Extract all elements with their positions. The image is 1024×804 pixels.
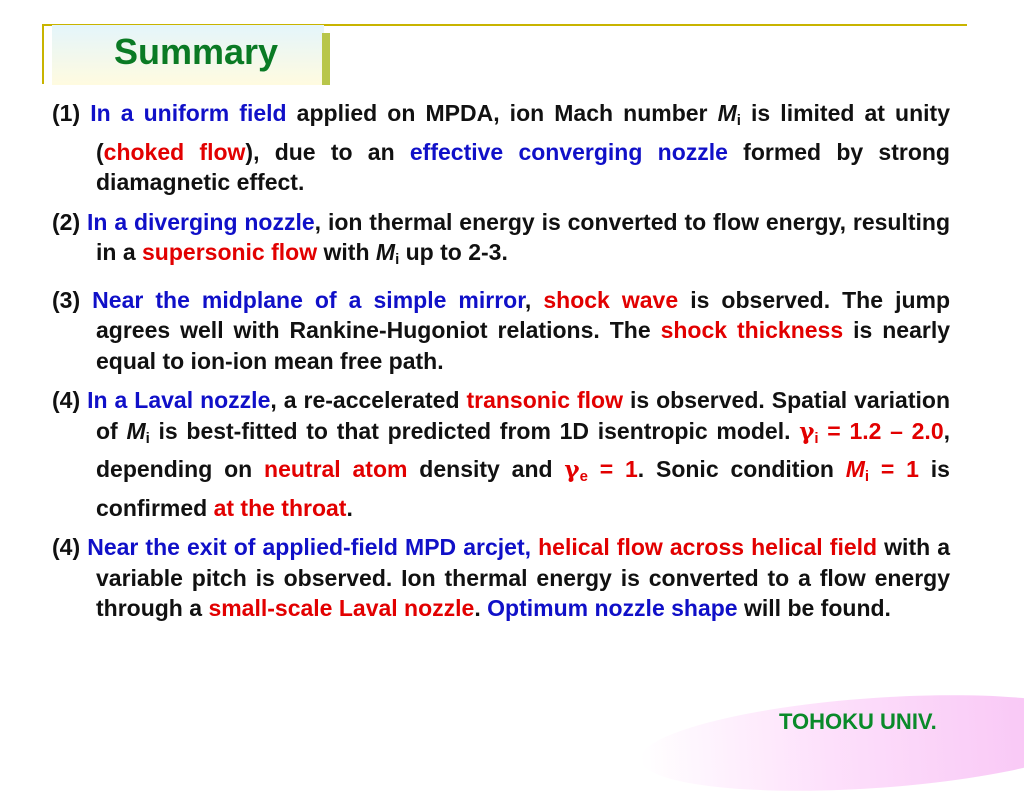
page-title: Summary xyxy=(113,31,279,72)
mach-symbol: M xyxy=(126,417,146,444)
highlight-text: supersonic flow xyxy=(142,239,318,265)
body-text: is nearly equal to ion-ion mean free path. xyxy=(96,317,950,374)
body-text: , ion thermal energy is converted to flow energy, resulting in a xyxy=(96,208,951,265)
summary-item-5 xyxy=(52,532,950,624)
body-text: , depending on xyxy=(96,417,950,482)
mach-symbol: M xyxy=(375,239,396,265)
gamma-symbol: γ xyxy=(564,456,580,483)
body-text: formed by strong diamagnetic effect. xyxy=(96,138,950,195)
subscript: i xyxy=(145,429,150,447)
highlight-text: transonic flow xyxy=(466,387,623,413)
body-text: is observed. Spatial variation of xyxy=(96,387,950,444)
mach-symbol: M xyxy=(717,100,737,126)
subscript: i xyxy=(814,429,819,447)
subscript: i xyxy=(736,112,741,129)
item-number: (1) xyxy=(52,100,91,126)
highlight-text: In a diverging nozzle xyxy=(87,208,315,235)
highlight-text: at the throat xyxy=(213,494,347,521)
body-text: . Sonic condition xyxy=(637,456,846,482)
body-text: is best-fitted to that predicted from 1D isentropic model. xyxy=(149,417,800,444)
highlight-text: Optimum nozzle shape xyxy=(487,595,738,621)
highlight-text: Near the exit of applied-field MPD arcjet, xyxy=(87,534,532,560)
highlight-text: Near the midplane of a simple mirror xyxy=(92,286,525,313)
item-number: (4) xyxy=(52,387,88,413)
body-text: applied on MPDA, ion Mach number xyxy=(286,100,718,126)
highlight-text: helical flow across helical field xyxy=(538,534,878,560)
item-number: (3) xyxy=(52,286,93,313)
summary-list xyxy=(52,98,950,633)
highlight-text: In a Laval nozzle xyxy=(87,387,271,413)
body-text: , xyxy=(524,286,544,313)
highlight-text: choked flow xyxy=(103,138,246,165)
highlight-text: = 1.2 – 2.0 xyxy=(818,417,944,444)
body-text: ), due to an xyxy=(245,138,410,165)
body-text: , a re-accelerated xyxy=(270,387,467,413)
highlight-text: In a uniform field xyxy=(90,100,287,126)
summary-item-3 xyxy=(52,285,950,377)
body-text: . xyxy=(474,595,488,621)
body-text: with a variable pitch is observed. Ion thermal energy is converted to a flow energy through a xyxy=(96,534,951,621)
body-text: up to 2-3. xyxy=(399,239,508,265)
body-text: is limited at unity ( xyxy=(96,100,950,165)
subscript: e xyxy=(579,468,588,485)
footer-affiliation: TOHOKU UNIV. xyxy=(779,709,937,734)
subscript: i xyxy=(395,251,400,268)
highlight-text: effective converging nozzle xyxy=(409,138,728,165)
mach-symbol: M xyxy=(845,456,865,482)
highlight-text: = 1 xyxy=(587,456,638,482)
footer-swoosh xyxy=(637,682,1024,804)
body-text: with xyxy=(317,239,376,265)
body-text: will be found. xyxy=(737,595,891,621)
body-text: is observed. The jump agrees well with Rankine-Hugoniot relations. The xyxy=(96,286,951,343)
highlight-text: small-scale Laval nozzle xyxy=(208,595,475,621)
highlight-text: shock thickness xyxy=(660,317,844,343)
highlight-text: neutral atom xyxy=(264,456,408,482)
item-number: (2) xyxy=(52,208,87,235)
summary-item-2 xyxy=(52,207,950,276)
body-text: . xyxy=(346,494,353,521)
item-number: (4) xyxy=(52,534,88,560)
body-text: density and xyxy=(407,456,565,482)
summary-item-1 xyxy=(52,98,950,198)
highlight-text: = 1 xyxy=(869,456,919,482)
body-text: is confirmed xyxy=(96,456,950,521)
summary-item-4 xyxy=(52,385,950,523)
gamma-symbol: γ xyxy=(799,417,815,445)
subscript: i xyxy=(864,468,870,485)
highlight-text: shock wave xyxy=(543,286,679,313)
